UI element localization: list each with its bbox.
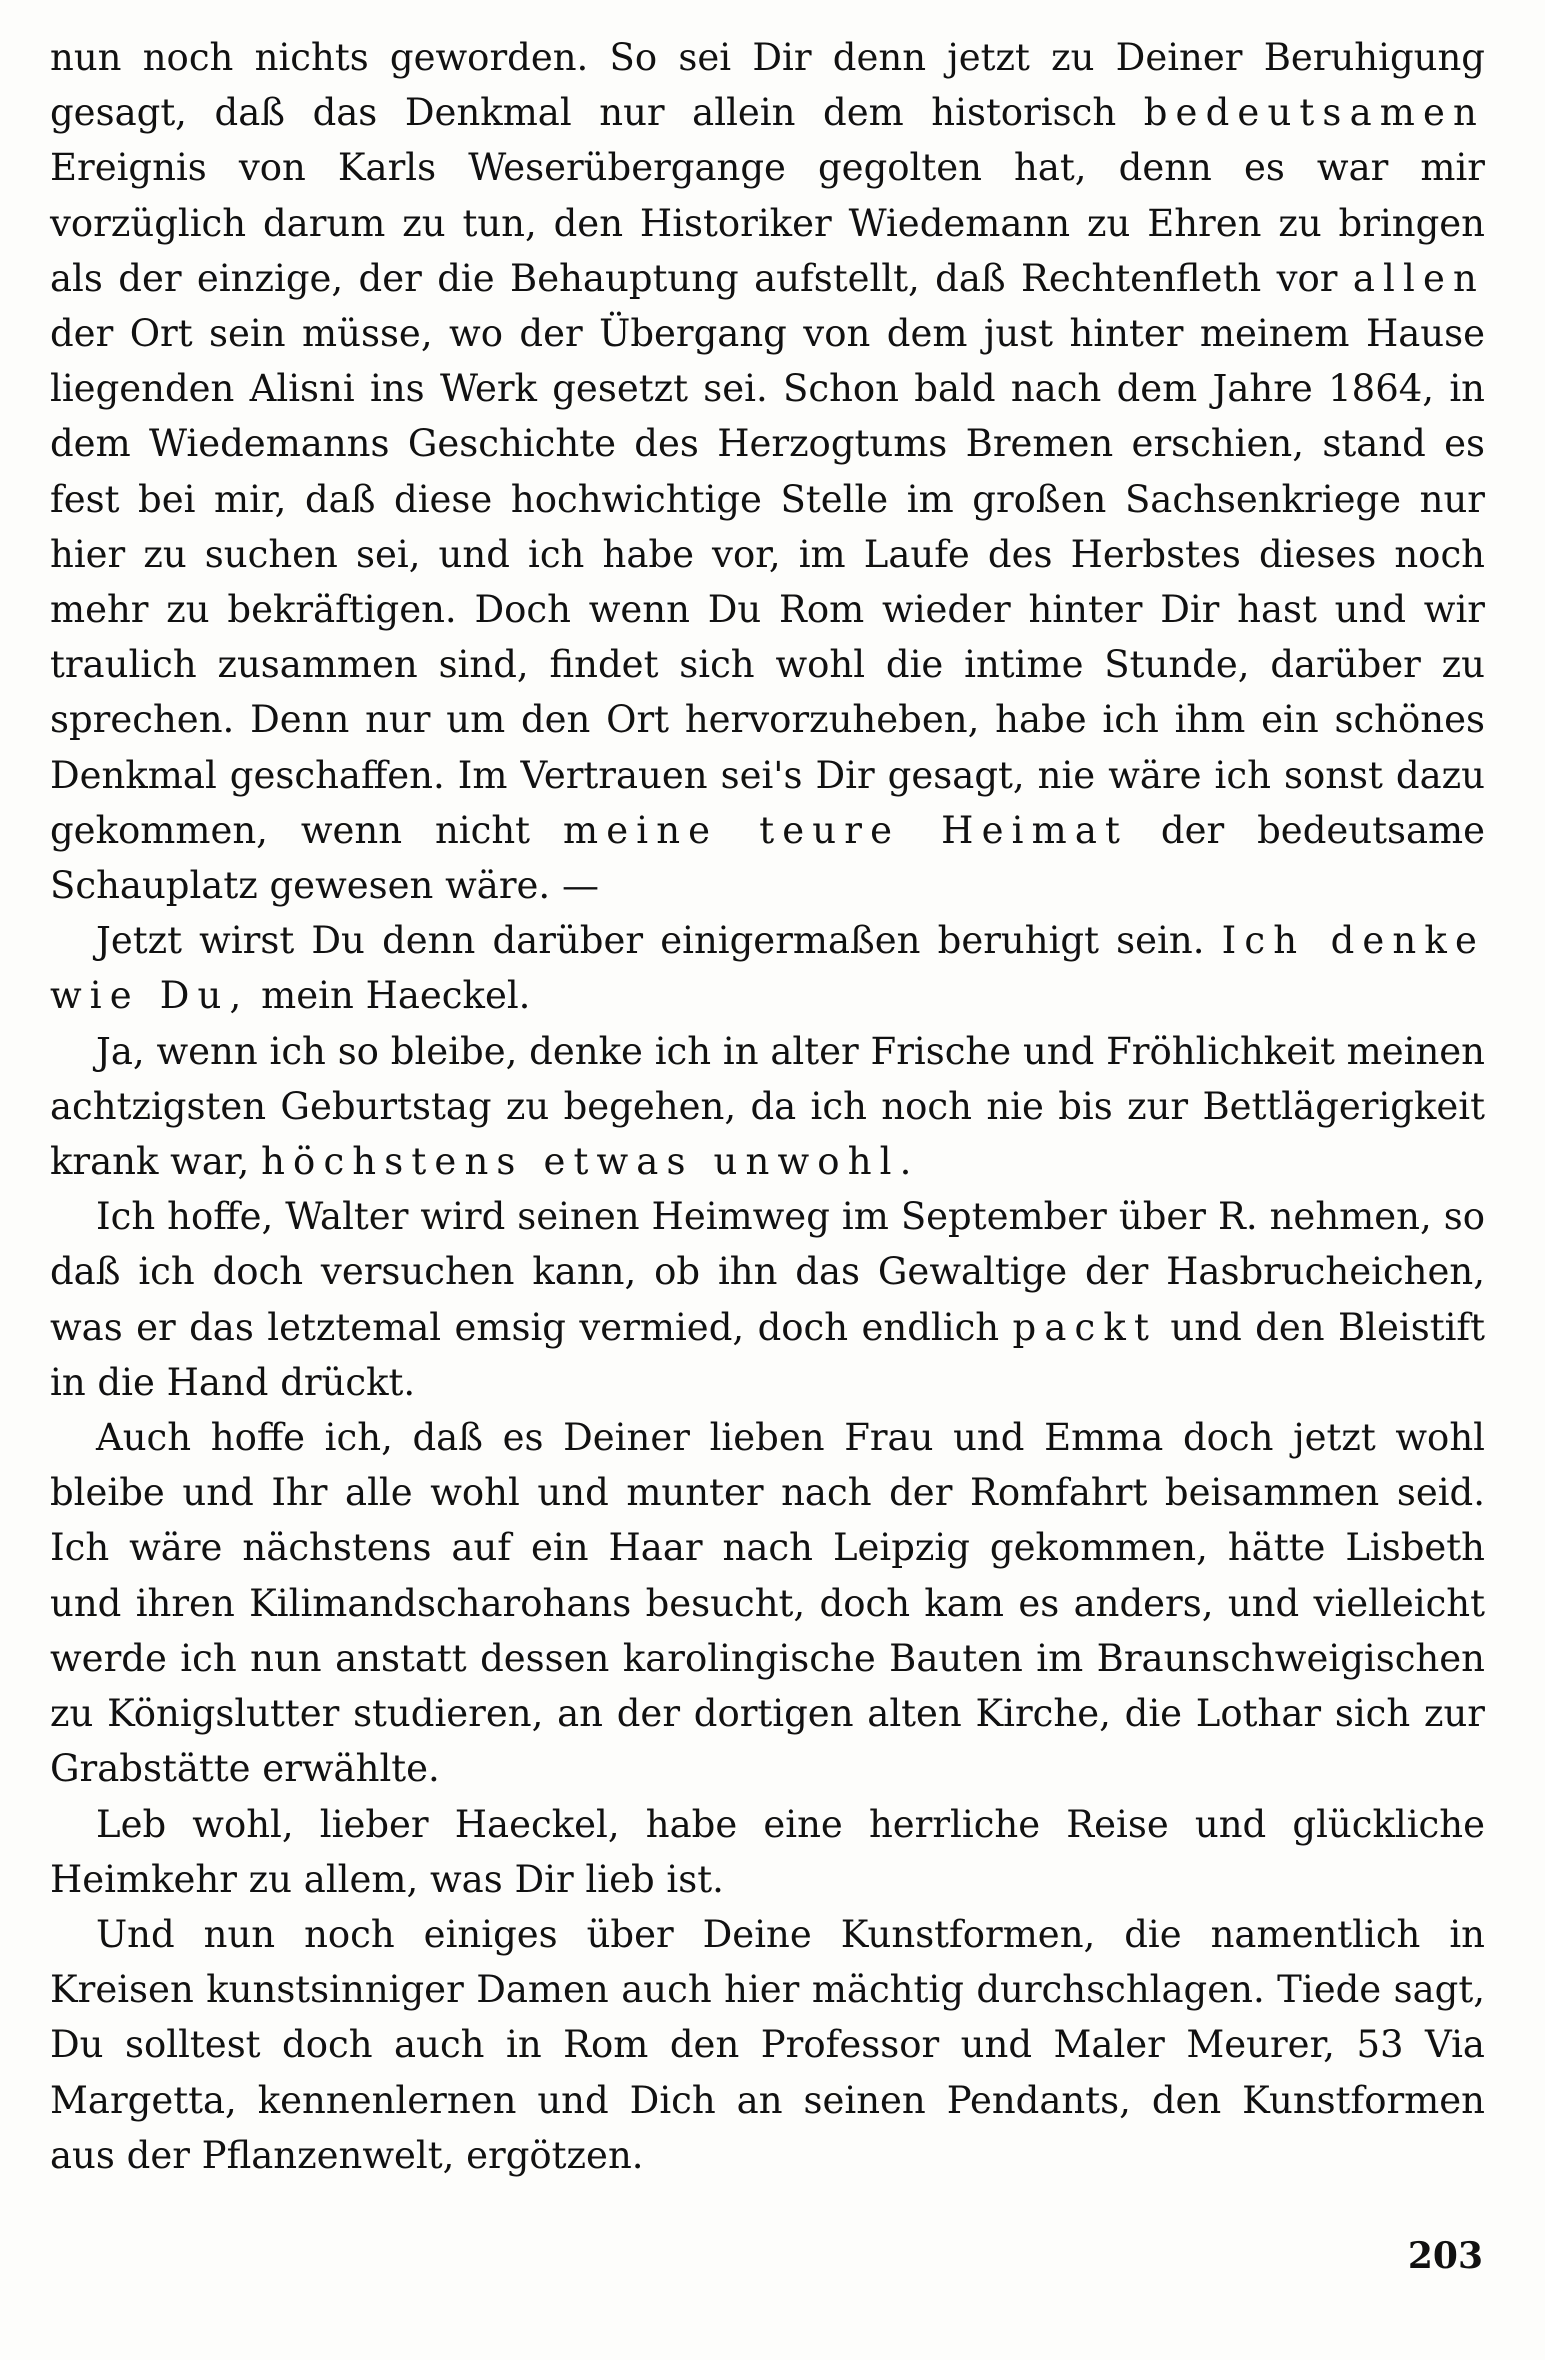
- paragraph: [50, 1797, 1485, 1907]
- text-run: Ja, wenn ich so bleibe, denke ich in alter Frische und Fröhlichkeit meinen achtzigsten Geburtstag zu begehen, da ich noch nie bis zur Bettlägerigkeit krank war,: [50, 1029, 1485, 1184]
- emphasized-text: Ich denke wie Du,: [50, 919, 1486, 1018]
- text-run: und den Bleistift in die Hand drückt.: [50, 1305, 1485, 1404]
- text-run: der bedeutsame Schauplatz gewesen wäre. —: [50, 808, 1485, 908]
- text-run: Ereignis von Karls Weserübergange gegolten hat, denn es war mir vorzüglich darum zu tun, den Historiker Wiedemann zu Ehren zu bringen als der einzige, der die Behauptung aufstellt, daß Rechtenfleth vor: [50, 146, 1485, 300]
- text-run: Auch hoffe ich, daß es Deiner lieben Frau und Emma doch jetzt wohl bleibe und Ihr alle wohl und munter nach der Romfahrt beisammen seid. Ich wäre nächstens auf ein Haar nach Leipzig gekommen, hätte Lisbeth und ihren Kilimandscharohans besucht, doch kam es anders, und vielleicht werde ich nun anstatt dessen karolingische Bauten im Braunschweigischen zu Königslutter studieren, an der dortigen alten Kirche, die Lothar sich zur Grabstätte erwählte.: [50, 1416, 1485, 1791]
- text-run: Leb wohl, lieber Haeckel, habe eine herrliche Reise und glückliche Heimkehr zu allem, was Dir lieb ist.: [50, 1802, 1485, 1901]
- paragraph: [50, 1410, 1485, 1796]
- paragraph: [50, 913, 1485, 1023]
- text-run: der Ort sein müsse, wo der Übergang von dem just hinter meinem Hause liegenden Alisni ins Werk gesetzt sei. Schon bald nach dem Jahre 1864, in dem Wiedemanns Geschichte des Herzogtums Bremen erschien, stand es fest bei mir, daß diese hochwichtige Stelle im großen Sachsenkriege nur hier zu suchen sei, und ich habe vor, im Laufe des Herbstes dieses noch mehr zu bekräftigen. Doch wenn Du Rom wieder hinter Dir hast und wir traulich zusammen sind, findet sich wohl die intime Stunde, darüber zu sprechen. Denn nur um den Ort hervorzuheben, habe ich ihm ein schönes Denkmal geschaffen. Im Vertrauen sei's Dir gesagt, nie wäre ich sonst dazu gekommen, wenn nicht: [50, 312, 1485, 852]
- body-text: [50, 30, 1485, 2183]
- paragraph: [50, 1024, 1485, 1190]
- text-run: mein Haeckel.: [249, 974, 531, 1018]
- text-run: Jetzt wirst Du denn darüber einigermaßen beruhigt sein.: [96, 919, 1222, 963]
- emphasized-text: meine teure Heimat: [562, 808, 1129, 852]
- paragraph: [50, 30, 1485, 913]
- text-run: Und nun noch einiges über Deine Kunstformen, die namentlich in Kreisen kunstsinniger Damen auch hier mächtig durchschlagen. Tiede sagt, Du solltest doch auch in Rom den Professor und Maler Meurer, 53 Via Margetta, kennenlernen und Dich an seinen Pendants, den Kunstformen aus der Pflanzenwelt, ergötzen.: [50, 1912, 1485, 2177]
- page-number: 203: [1407, 2235, 1483, 2277]
- emphasized-text: bedeutsamen: [1143, 91, 1485, 135]
- emphasized-text: allen: [1352, 256, 1485, 300]
- paragraph: [50, 1907, 1485, 2183]
- text-run: nun noch nichts geworden. So sei Dir denn jetzt zu Deiner Beruhigung gesagt, daß das Denkmal nur allein dem historisch: [50, 36, 1485, 135]
- text-run: Ich hoffe, Walter wird seinen Heimweg im September über R. nehmen, so daß ich doch versuchen kann, ob ihn das Gewaltige der Hasbrucheichen, was er das letztemal emsig vermied, doch endlich: [50, 1195, 1485, 1349]
- paragraph: [50, 1189, 1485, 1410]
- emphasized-text: höchstens etwas unwohl.: [261, 1140, 920, 1184]
- emphasized-text: packt: [1012, 1305, 1157, 1349]
